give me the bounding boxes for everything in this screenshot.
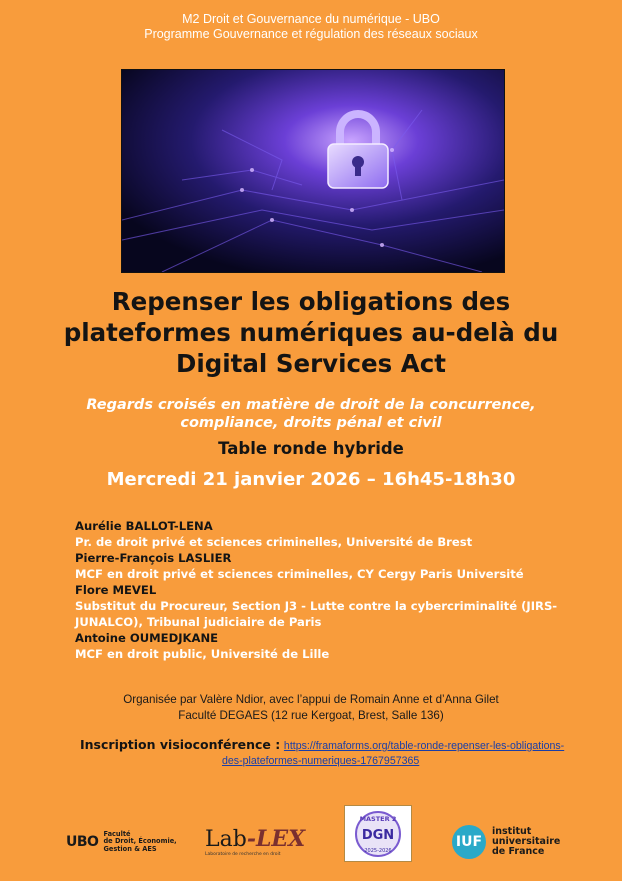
speaker-item bbox=[75, 518, 595, 550]
lablex-lex: -LEX bbox=[246, 826, 306, 852]
title-line: plateformes numériques au-delà du bbox=[63, 318, 559, 347]
speaker-name: Aurélie BALLOT-LENA bbox=[75, 519, 213, 533]
lablex-sub: Laboratoire de recherche en droit bbox=[205, 852, 281, 857]
inscription-link[interactable]: https://framaforms.org/table-ronde-repenser-les-obligations- bbox=[283, 740, 565, 752]
speaker-role: MCF en droit privé et sciences criminelles, CY Cergy Paris Université bbox=[75, 567, 524, 581]
speaker-name: Flore MEVEL bbox=[75, 583, 157, 597]
speaker-role: MCF en droit public, Université de Lille bbox=[75, 647, 330, 661]
iuf-text-line: institut bbox=[492, 826, 532, 837]
lablex-wordmark bbox=[205, 826, 305, 852]
title-line: Digital Services Act bbox=[175, 349, 446, 378]
padlock-illustration bbox=[122, 70, 504, 272]
event-date: Mercredi 21 janvier 2026 – 16h45-18h30 bbox=[106, 469, 516, 490]
iuf-text bbox=[492, 827, 560, 857]
speaker-name: Pierre-François LASLIER bbox=[75, 551, 232, 565]
dgn-top: MASTER 2 bbox=[359, 815, 397, 823]
iuf-logo bbox=[452, 825, 560, 859]
dgn-mid: DGN bbox=[361, 828, 395, 843]
header bbox=[0, 12, 622, 42]
speakers-list bbox=[75, 518, 595, 662]
speaker-role: Pr. de droit privé et sciences criminelles, Université de Brest bbox=[75, 535, 473, 549]
event-title bbox=[40, 286, 582, 379]
inscription-label: Inscription visioconférence : bbox=[80, 737, 281, 752]
speaker-item bbox=[75, 582, 595, 630]
subtitle-line: Regards croisés en matière de droit de la concurrence, bbox=[86, 397, 536, 413]
dgn-logo bbox=[344, 805, 412, 862]
inscription-link-cont[interactable]: des-plateformes-numeriques-1767957365 bbox=[222, 755, 420, 767]
organisation-info bbox=[0, 692, 622, 724]
iuf-mark: IUF bbox=[452, 825, 486, 859]
title-line: Repenser les obligations des bbox=[111, 287, 511, 316]
lablex-logo bbox=[205, 826, 305, 857]
ubo-text-line: Gestion & AES bbox=[103, 844, 157, 853]
speaker-item bbox=[75, 550, 595, 582]
ubo-logo bbox=[66, 831, 177, 853]
speaker-item bbox=[75, 630, 595, 662]
event-format: Table ronde hybride bbox=[218, 439, 404, 458]
speaker-role: Substitut du Procureur, Section J3 - Lutte contre la cybercriminalité (JIRS-JUNALCO), Tribunal judiciaire de Paris bbox=[75, 599, 558, 629]
subtitle-line: compliance, droits pénal et civil bbox=[180, 415, 442, 431]
ubo-faculty-text bbox=[103, 831, 176, 853]
iuf-text-line: universitaire bbox=[492, 836, 561, 847]
organisers: Organisée par Valère Ndior, avec l’appui de Romain Anne et d’Anna Gilet bbox=[123, 693, 499, 706]
inscription bbox=[80, 737, 600, 769]
lablex-lab: Lab bbox=[205, 827, 247, 852]
hero-image bbox=[121, 69, 505, 273]
header-line-program: M2 Droit et Gouvernance du numérique - UBO bbox=[182, 12, 440, 26]
ubo-mark: UBO bbox=[66, 834, 99, 851]
event-subtitle bbox=[60, 396, 562, 432]
iuf-text-line: de France bbox=[492, 846, 545, 857]
dgn-bottom: 2025-2026 bbox=[364, 848, 392, 854]
venue: Faculté DEGAES (12 rue Kergoat, Brest, Salle 136) bbox=[178, 709, 444, 722]
header-line-sub: Programme Gouvernance et régulation des réseaux sociaux bbox=[144, 27, 478, 41]
ubo-text-line: de Droit, Économie, bbox=[103, 837, 177, 846]
ubo-text-line: Faculté bbox=[103, 830, 131, 838]
speaker-name: Antoine OUMEDJKANE bbox=[75, 631, 219, 645]
